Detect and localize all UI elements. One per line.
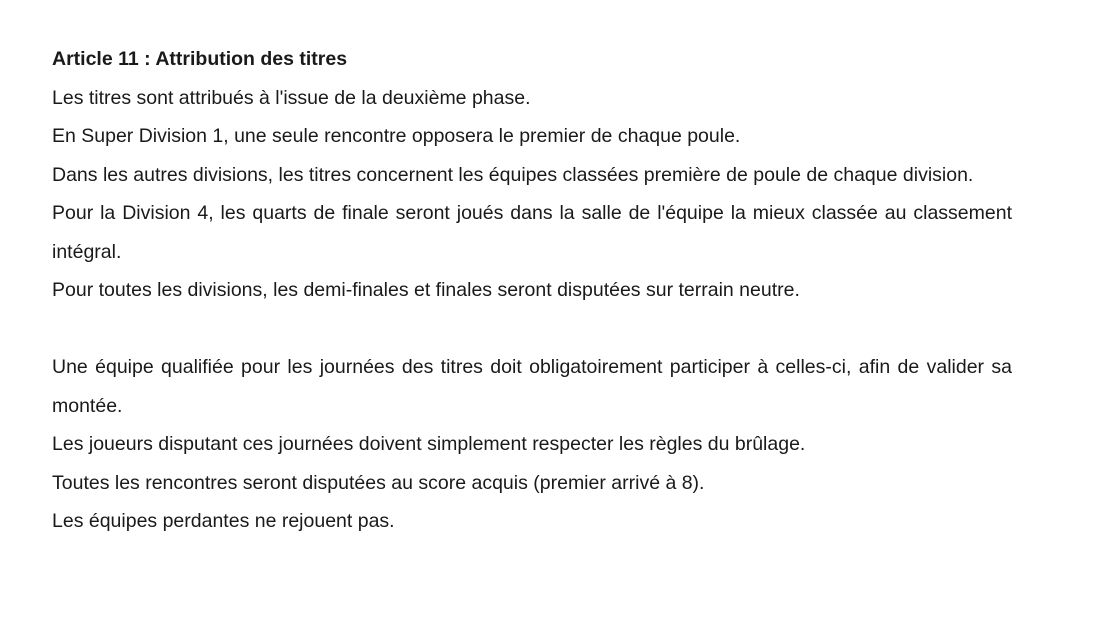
paragraph-5: Pour toutes les divisions, les demi-finales et finales seront disputées sur terrain neutre. bbox=[52, 279, 800, 301]
paragraph-1: Les titres sont attribués à l'issue de la deuxième phase. bbox=[52, 86, 531, 109]
paragraph-4: Pour la Division 4, les quarts de finale seront joués dans la salle de l'équipe la mieux classée au classement intégral. bbox=[52, 202, 1012, 263]
paragraph-3: Dans les autres divisions, les titres concernent les équipes classées première de poule de chaque division. bbox=[52, 163, 974, 186]
document-body bbox=[52, 40, 1012, 541]
paragraph-spacer bbox=[52, 310, 1012, 349]
paragraph-9: Les équipes perdantes ne rejouent pas. bbox=[52, 510, 395, 532]
paragraph-7: Les joueurs disputant ces journées doivent simplement respecter les règles du brûlage. bbox=[52, 433, 806, 455]
paragraph-2: En Super Division 1, une seule rencontre opposera le premier de chaque poule. bbox=[52, 125, 741, 147]
article-title: Article 11 : Attribution des titres bbox=[52, 48, 348, 70]
paragraph-6: Une équipe qualifiée pour les journées des titres doit obligatoirement participer à celles-ci, afin de valider sa montée. bbox=[52, 356, 1012, 417]
paragraph-8: Toutes les rencontres seront disputées au score acquis (premier arrivé à 8). bbox=[52, 471, 705, 494]
